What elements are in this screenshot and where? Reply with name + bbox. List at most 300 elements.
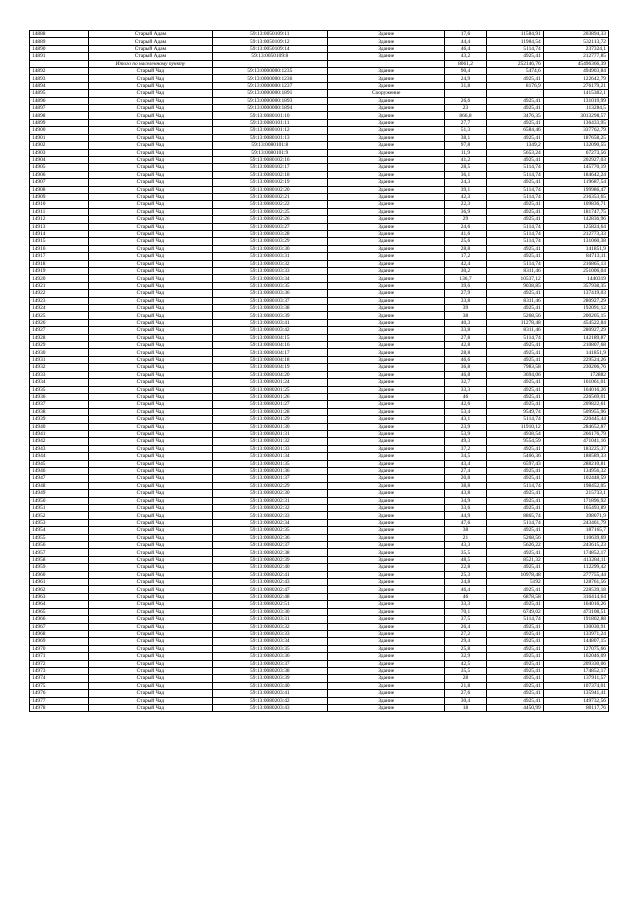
cadastral-value-cell: 141851,9 <box>543 349 608 356</box>
object-type-cell: Здание <box>328 327 445 334</box>
specific-value-cell: 4925,41 <box>486 660 543 667</box>
object-type-cell: Здание <box>328 482 445 489</box>
area-cell: 27,2 <box>445 630 486 637</box>
settlement-name-cell: Старый Адам <box>89 45 212 52</box>
cadastral-value-cell: 183225,37 <box>543 445 608 452</box>
object-type-cell: Здание <box>328 490 445 497</box>
cadastral-value-cell: 130030,91 <box>543 623 608 630</box>
specific-value-cell: 1349,2 <box>486 142 543 149</box>
settlement-name-cell: Старый Чад <box>89 601 212 608</box>
cadastral-value-cell: 141851,9 <box>543 245 608 252</box>
settlement-name-cell: Старый Чад <box>89 275 212 282</box>
object-type-cell: Здание <box>328 430 445 437</box>
area-cell: 33,6 <box>445 505 486 512</box>
cadastral-number-cell: 59:13:0080103:32 <box>212 260 327 267</box>
specific-value-cell: 4925,41 <box>486 179 543 186</box>
settlement-name-cell: Старый Чад <box>89 171 212 178</box>
cadastral-number-cell: 59:13:0080201:37 <box>212 475 327 482</box>
cadastral-value-cell: 1440319 <box>543 275 608 282</box>
object-type-cell: Здание <box>328 616 445 623</box>
cadastral-number-cell: 59:13:0080104:17 <box>212 349 327 356</box>
area-cell: 42,3 <box>445 193 486 200</box>
settlement-name-cell: Старый Чад <box>89 512 212 519</box>
row-number-cell: 14938 <box>30 408 89 415</box>
cadastral-number-cell: 59:13:0080103:37 <box>212 297 327 304</box>
specific-value-cell: 5626,22 <box>486 542 543 549</box>
table-row <box>30 638 609 645</box>
specific-value-cell: 9549,74 <box>486 408 543 415</box>
area-cell: 27,9 <box>445 290 486 297</box>
area-cell: 53,4 <box>445 408 486 415</box>
specific-value-cell: 4925,41 <box>486 75 543 82</box>
cadastral-value-cell: 80117,76 <box>543 704 608 711</box>
settlement-name-cell: Старый Чад <box>89 245 212 252</box>
specific-value-cell: 4925,41 <box>486 156 543 163</box>
row-number-cell: 14928 <box>30 334 89 341</box>
table-row <box>30 90 609 97</box>
cadastral-number-cell: 59:13:0080101:10 <box>212 112 327 119</box>
area-cell: 33,8 <box>445 327 486 334</box>
area-cell: 41,6 <box>445 230 486 237</box>
cadastral-number-cell: 59:13:0080102:16 <box>212 156 327 163</box>
area-cell: 97,8 <box>445 142 486 149</box>
cadastral-number-cell: 59:13:0050109:11 <box>212 31 327 38</box>
specific-value-cell: 4925,41 <box>486 490 543 497</box>
object-type-cell: Здание <box>328 571 445 578</box>
cadastral-number-cell: 59:13:0080203:38 <box>212 667 327 674</box>
cadastral-value-cell: 181747,75 <box>543 208 608 215</box>
object-type-cell: Здание <box>328 497 445 504</box>
table-row <box>30 334 609 341</box>
table-row <box>30 601 609 608</box>
object-type-cell: Здание <box>328 556 445 563</box>
settlement-name-cell: Итого по населенному пункту <box>89 60 212 67</box>
object-type-cell: Здание <box>328 697 445 704</box>
settlement-name-cell: Старый Чад <box>89 542 212 549</box>
object-type-cell: Здание <box>328 319 445 326</box>
area-cell: 36,1 <box>445 171 486 178</box>
cadastral-number-cell: 59:13:0080103:41 <box>212 319 327 326</box>
cadastral-value-cell: 67273,56 <box>543 149 608 156</box>
row-number-cell: 14902 <box>30 142 89 149</box>
settlement-name-cell: Старый Чад <box>89 216 212 223</box>
row-number-cell: 14959 <box>30 564 89 571</box>
specific-value-cell: 5114,74 <box>486 164 543 171</box>
object-type-cell: Здание <box>328 112 445 119</box>
area-cell: 17,2 <box>445 253 486 260</box>
cadastral-value-cell: 243615,23 <box>543 542 608 549</box>
area-cell: 31,8 <box>445 82 486 89</box>
cadastral-value-cell: 164016,26 <box>543 386 608 393</box>
cadastral-number-cell: 59:13:0080102:17 <box>212 164 327 171</box>
table-row <box>30 453 609 460</box>
specific-value-cell: 4925,41 <box>486 630 543 637</box>
table-row <box>30 260 609 267</box>
specific-value-cell: 4925,41 <box>486 53 543 60</box>
object-type-cell: Здание <box>328 564 445 571</box>
row-number-cell: 14932 <box>30 364 89 371</box>
area-cell: 49,3 <box>445 438 486 445</box>
object-type-cell: Здание <box>328 38 445 45</box>
cadastral-value-cell: 212773,33 <box>543 230 608 237</box>
table-row <box>30 579 609 586</box>
cadastral-value-cell: 149732,56 <box>543 697 608 704</box>
object-type-cell: Здание <box>328 260 445 267</box>
specific-value-cell: 8521,32 <box>486 556 543 563</box>
settlement-name-cell: Старый Чад <box>89 371 212 378</box>
row-number-cell: 14890 <box>30 45 89 52</box>
settlement-name-cell: Старый Чад <box>89 630 212 637</box>
row-number-cell: 14969 <box>30 638 89 645</box>
settlement-name-cell: Старый Чад <box>89 253 212 260</box>
object-type-cell: Здание <box>328 149 445 156</box>
specific-value-cell: 4925,41 <box>486 356 543 363</box>
row-number-cell: 14927 <box>30 327 89 334</box>
cadastral-number-cell: 59:13:0080203:35 <box>212 645 327 652</box>
area-cell: 28,5 <box>445 164 486 171</box>
specific-value-cell: 4925,41 <box>486 601 543 608</box>
specific-value-cell: 4925,41 <box>486 349 543 356</box>
cadastral-number-cell: 59:13:0080102:25 <box>212 208 327 215</box>
settlement-name-cell: Старый Чад <box>89 327 212 334</box>
settlement-name-cell: Старый Чад <box>89 638 212 645</box>
cadastral-value-cell: 226569,01 <box>543 393 608 400</box>
cadastral-number-cell: 59:13:0080201:36 <box>212 467 327 474</box>
specific-value-cell: 6749,02 <box>486 608 543 615</box>
specific-value-cell: 4938,54 <box>486 430 543 437</box>
object-type-cell: Здание <box>328 186 445 193</box>
cadastral-value-cell: 316414,64 <box>543 593 608 600</box>
row-number-cell: 14916 <box>30 245 89 252</box>
document-page <box>29 30 609 712</box>
area-cell: 25,3 <box>445 571 486 578</box>
area-cell <box>445 90 486 97</box>
cadastral-value-cell: 127075,66 <box>543 645 608 652</box>
table-row <box>30 623 609 630</box>
row-number-cell: 14957 <box>30 549 89 556</box>
cadastral-value-cell: 133971,24 <box>543 630 608 637</box>
area-cell: 53,9 <box>445 430 486 437</box>
object-type-cell: Здание <box>328 512 445 519</box>
cadastral-value-cell: 109836,71 <box>543 201 608 208</box>
cadastral-value-cell: 137419,03 <box>543 290 608 297</box>
object-type-cell: Здание <box>328 505 445 512</box>
settlement-name-cell: Старый Чад <box>89 660 212 667</box>
cadastral-number-cell: 59:13:0080101:8 <box>212 142 327 149</box>
area-cell: 44,9 <box>445 512 486 519</box>
object-type-cell: Здание <box>328 208 445 215</box>
specific-value-cell: 4925,41 <box>486 393 543 400</box>
table-row <box>30 416 609 423</box>
object-type-cell: Здание <box>328 542 445 549</box>
settlement-name-cell: Старый Чад <box>89 519 212 526</box>
table-row <box>30 527 609 534</box>
object-type-cell: Здание <box>328 201 445 208</box>
specific-value-cell: 5114,74 <box>486 171 543 178</box>
area-cell: 21,8 <box>445 682 486 689</box>
row-number-cell: 14973 <box>30 667 89 674</box>
settlement-name-cell: Старый Чад <box>89 697 212 704</box>
object-type-cell: Здание <box>328 630 445 637</box>
cadastral-value-cell: 454522,84 <box>543 319 608 326</box>
cadastral-value-cell: 125824,64 <box>543 223 608 230</box>
area-cell: 23,9 <box>445 423 486 430</box>
table-row <box>30 134 609 141</box>
settlement-name-cell: Старый Чад <box>89 445 212 452</box>
row-number-cell: 14898 <box>30 112 89 119</box>
table-row <box>30 586 609 593</box>
object-type-cell: Здание <box>328 164 445 171</box>
settlement-name-cell: Старый Чад <box>89 616 212 623</box>
settlement-name-cell: Старый Чад <box>89 682 212 689</box>
table-row <box>30 630 609 637</box>
settlement-name-cell: Старый Чад <box>89 238 212 245</box>
area-cell: 25,6 <box>445 238 486 245</box>
table-row <box>30 379 609 386</box>
area-cell: 25,8 <box>445 645 486 652</box>
specific-value-cell: 5268,56 <box>486 534 543 541</box>
area-cell: 866,8 <box>445 112 486 119</box>
row-number-cell: 14907 <box>30 179 89 186</box>
object-type-cell: Здание <box>328 223 445 230</box>
specific-value-cell: 5114,74 <box>486 193 543 200</box>
cadastral-number-cell: 59:13:0080104:19 <box>212 364 327 371</box>
area-cell: 39 <box>445 305 486 312</box>
row-number-cell: 14952 <box>30 512 89 519</box>
specific-value-cell: 5114,74 <box>486 230 543 237</box>
table-row <box>30 105 609 112</box>
area-cell: 27,4 <box>445 467 486 474</box>
cadastral-value-cell: 145770,19 <box>543 164 608 171</box>
cadastral-number-cell: 59:13:0080201:32 <box>212 438 327 445</box>
settlement-name-cell: Старый Чад <box>89 549 212 556</box>
row-number-cell: 14894 <box>30 82 89 89</box>
specific-value-cell: 4925,41 <box>486 245 543 252</box>
table-row <box>30 179 609 186</box>
row-number-cell: 14922 <box>30 290 89 297</box>
object-type-cell: Здание <box>328 527 445 534</box>
specific-value-cell: 5114,74 <box>486 334 543 341</box>
area-cell: 42,4 <box>445 260 486 267</box>
row-number-cell: 14893 <box>30 75 89 82</box>
row-number-cell: 14933 <box>30 371 89 378</box>
row-number-cell: 14909 <box>30 193 89 200</box>
settlement-name-cell: Старый Чад <box>89 623 212 630</box>
object-type-cell: Здание <box>328 356 445 363</box>
settlement-name-cell: Старый Чад <box>89 475 212 482</box>
settlement-name-cell: Старый Чад <box>89 297 212 304</box>
row-number-cell: 14958 <box>30 556 89 563</box>
row-number-cell: 14895 <box>30 90 89 97</box>
settlement-name-cell: Старый Чад <box>89 467 212 474</box>
area-cell: 46,4 <box>445 45 486 52</box>
table-row <box>30 38 609 45</box>
area-cell: 33,3 <box>445 386 486 393</box>
cadastral-value-cell: 509955,96 <box>543 408 608 415</box>
area-cell: 42,6 <box>445 401 486 408</box>
cadastral-value-cell: 202927,03 <box>543 156 608 163</box>
table-row <box>30 534 609 541</box>
row-number-cell: 14896 <box>30 97 89 104</box>
cadastral-value-cell: 251006,04 <box>543 268 608 275</box>
cadastral-number-cell: 59:13:0080203:31 <box>212 616 327 623</box>
cadastral-value-cell: 337762,79 <box>543 127 608 134</box>
cadastral-number-cell: 59:13:0080103:31 <box>212 253 327 260</box>
area-cell: 39,6 <box>445 282 486 289</box>
specific-value-cell: 7983,58 <box>486 364 543 371</box>
cadastral-value-cell: 119687,54 <box>543 179 608 186</box>
object-type-cell: Здание <box>328 475 445 482</box>
area-cell: 27,8 <box>445 334 486 341</box>
settlement-name-cell: Старый Чад <box>89 112 212 119</box>
cadastral-number-cell: 59:13:0080201:35 <box>212 460 327 467</box>
table-row <box>30 660 609 667</box>
table-row <box>30 371 609 378</box>
cadastral-value-cell: 276179,21 <box>543 82 608 89</box>
row-number-cell: 14939 <box>30 416 89 423</box>
table-row <box>30 164 609 171</box>
cadastral-number-cell: 59:13:0080103:35 <box>212 282 327 289</box>
object-type-cell: Здание <box>328 179 445 186</box>
cadastral-value-cell: 171896,92 <box>543 497 608 504</box>
specific-value-cell: 4925,41 <box>486 505 543 512</box>
row-number-cell: 14888 <box>30 31 89 38</box>
cadastral-value-cell: 135941,41 <box>543 690 608 697</box>
cadastral-number-cell: 59:13:0080203:33 <box>212 630 327 637</box>
area-cell: 48,5 <box>445 556 486 563</box>
settlement-name-cell: Старый Чад <box>89 667 212 674</box>
specific-value-cell: 5653,24 <box>486 149 543 156</box>
settlement-name-cell: Старый Чад <box>89 497 212 504</box>
area-cell: 34,5 <box>445 453 486 460</box>
cadastral-value-cell: 398071,9 <box>543 512 608 519</box>
object-type-cell: Здание <box>328 68 445 75</box>
specific-value-cell: 5114,74 <box>486 223 543 230</box>
cadastral-value-cell: 199986,47 <box>543 186 608 193</box>
specific-value-cell: 8176,9 <box>486 82 543 89</box>
cadastral-number-cell: 59:13:0080103:34 <box>212 275 327 282</box>
area-cell: 43,2 <box>445 53 486 60</box>
row-number-cell: 14953 <box>30 519 89 526</box>
cadastral-number-cell: 59:13:0000000:1891 <box>212 90 327 97</box>
cadastral-value-cell: 1415382,1 <box>543 90 608 97</box>
table-row <box>30 275 609 282</box>
specific-value-cell: 5114,74 <box>486 519 543 526</box>
specific-value-cell: 4925,41 <box>486 305 543 312</box>
settlement-name-cell: Старый Чад <box>89 393 212 400</box>
settlement-name-cell: Старый Чад <box>89 690 212 697</box>
area-cell: 136,7 <box>445 275 486 282</box>
area-cell: 24,3 <box>445 179 486 186</box>
area-cell: 24,6 <box>445 223 486 230</box>
settlement-name-cell: Старый Чад <box>89 675 212 682</box>
object-type-cell: Здание <box>328 682 445 689</box>
object-type-cell: Здание <box>328 342 445 349</box>
cadastral-value-cell: 142189,87 <box>543 334 608 341</box>
specific-value-cell: 4925,41 <box>486 586 543 593</box>
object-type-cell: Здание <box>328 408 445 415</box>
settlement-name-cell: Старый Чад <box>89 704 212 711</box>
area-cell: 29 <box>445 216 486 223</box>
cadastral-value-cell: 187658,25 <box>543 134 608 141</box>
specific-value-cell: 6878,58 <box>486 593 543 600</box>
row-number-cell: 14892 <box>30 68 89 75</box>
cadastral-value-cell: 136433,95 <box>543 119 608 126</box>
area-cell: 40,3 <box>445 319 486 326</box>
table-row <box>30 327 609 334</box>
cadastral-value-cell: 102448,59 <box>543 475 608 482</box>
area-cell: 46,8 <box>445 371 486 378</box>
table-row <box>30 156 609 163</box>
object-type-cell: Здание <box>328 349 445 356</box>
specific-value-cell: 11584,91 <box>486 31 543 38</box>
object-type-cell: Здание <box>328 82 445 89</box>
cadastral-value-cell: 209822,61 <box>543 401 608 408</box>
area-cell: 47,6 <box>445 519 486 526</box>
settlement-name-cell: Старый Чад <box>89 208 212 215</box>
row-number-cell: 14901 <box>30 134 89 141</box>
object-type-cell: Здание <box>328 645 445 652</box>
area-cell: 38,8 <box>445 482 486 489</box>
table-row <box>30 497 609 504</box>
table-row <box>30 305 609 312</box>
area-cell: 46 <box>445 593 486 600</box>
settlement-name-cell: Старый Чад <box>89 75 212 82</box>
table-row <box>30 97 609 104</box>
object-type-cell: Здание <box>328 534 445 541</box>
area-cell: 28,8 <box>445 349 486 356</box>
row-number-cell: 14976 <box>30 690 89 697</box>
table-row <box>30 290 609 297</box>
specific-value-cell: 5268,56 <box>486 312 543 319</box>
cadastral-number-cell: 59:13:0080203:30 <box>212 608 327 615</box>
cadastral-number-cell: 59:13:0080202:43 <box>212 579 327 586</box>
table-row <box>30 445 609 452</box>
cadastral-value-cell: 113284,5 <box>543 105 608 112</box>
cadastral-number-cell: 59:13:0080103:29 <box>212 238 327 245</box>
cadastral-number-cell: 59:13:0080202:31 <box>212 497 327 504</box>
settlement-name-cell: Старый Чад <box>89 179 212 186</box>
table-row <box>30 519 609 526</box>
object-type-cell: Здание <box>328 653 445 660</box>
object-type-cell: Здание <box>328 608 445 615</box>
cadastral-number-cell: 59:13:0080102:20 <box>212 186 327 193</box>
table-row <box>30 675 609 682</box>
area-cell: 38 <box>445 312 486 319</box>
specific-value-cell: 4925,41 <box>486 467 543 474</box>
settlement-name-cell: Старый Чад <box>89 482 212 489</box>
object-type-cell: Здание <box>328 297 445 304</box>
cadastral-number-cell: 59:13:0080202:41 <box>212 571 327 578</box>
area-cell: 23 <box>445 105 486 112</box>
specific-value-cell: 4925,41 <box>486 253 543 260</box>
row-number-cell: 14945 <box>30 460 89 467</box>
object-type-cell: Здание <box>328 105 445 112</box>
row-number-cell: 14972 <box>30 660 89 667</box>
settlement-name-cell: Старый Чад <box>89 156 212 163</box>
row-number-cell: 14918 <box>30 260 89 267</box>
cadastral-value-cell: 188589,33 <box>543 453 608 460</box>
cadastral-value-cell: 162046,09 <box>543 653 608 660</box>
area-cell: 33,3 <box>445 601 486 608</box>
row-number-cell: 14931 <box>30 356 89 363</box>
cadastral-value-cell: 237324,1 <box>543 45 608 52</box>
area-cell: 37,2 <box>445 445 486 452</box>
cadastral-value-cell: 184642,24 <box>543 171 608 178</box>
cadastral-value-cell: 209330,06 <box>543 660 608 667</box>
object-type-cell: Здание <box>328 119 445 126</box>
table-row <box>30 45 609 52</box>
